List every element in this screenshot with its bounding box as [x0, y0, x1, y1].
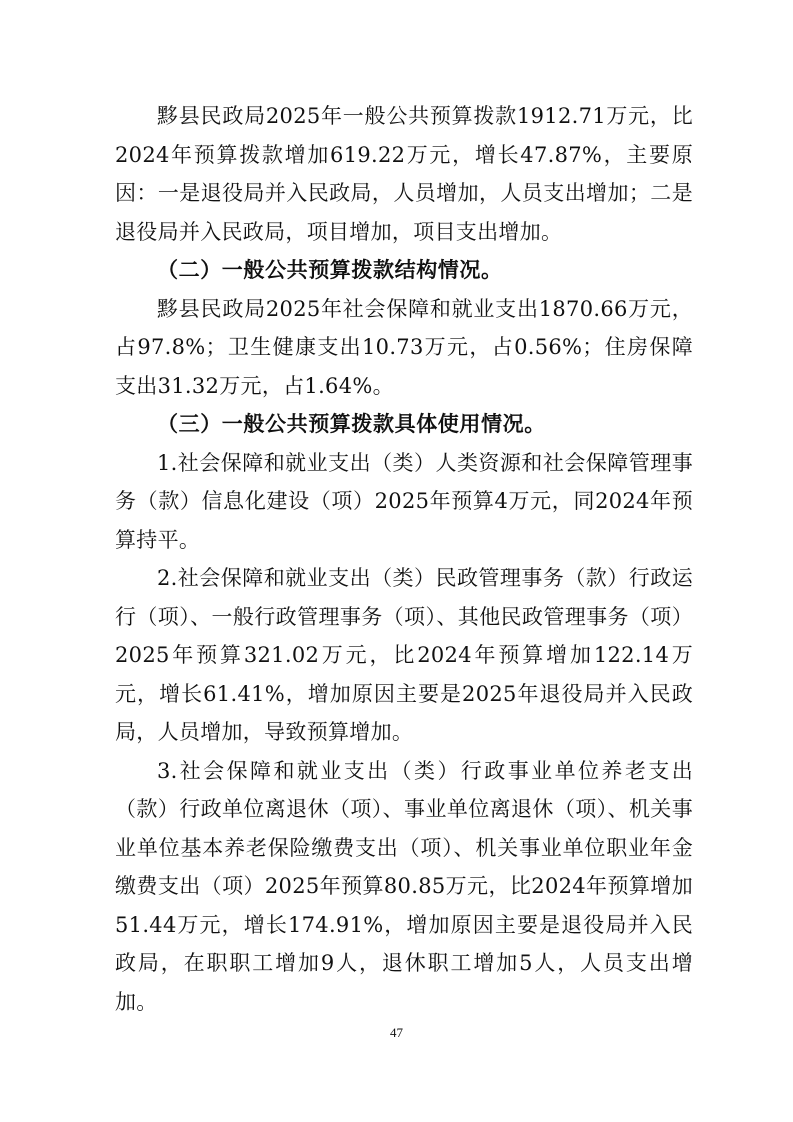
paragraph-item-3: 3.社会保障和就业支出（类）行政事业单位养老支出（款）行政单位离退休（项）、事业单位离退休（项）、机关事业单位基本养老保险缴费支出（项）、机关事业单位职业年金缴费支出（项）2025年预算80.85万元，比2024年预算增加51.44万元，增长174.91%，增加原因主要是退役局并入民政局，在职职工增加9人，退休职工增加5人，人员支出增加。	[115, 758, 693, 1014]
page-content	[115, 97, 693, 1021]
heading-usage: （三）一般公共预算拨款具体使用情况。	[157, 411, 546, 436]
paragraph-item-2: 2.社会保障和就业支出（类）民政管理事务（款）行政运行（项）、一般行政管理事务（项）、其他民政管理事务（项）2025年预算321.02万元，比2024年预算增加122.14万元，增长61.41%，增加原因主要是2025年退役局并入民政局，人员增加，导致预算增加。	[115, 566, 693, 744]
paragraph-item-1: 1.社会保障和就业支出（类）人类资源和社会保障管理事务（款）信息化建设（项）2025年预算4万元，同2024年预算持平。	[115, 450, 693, 552]
paragraph-structure: 黟县民政局2025年社会保障和就业支出1870.66万元，占97.8%；卫生健康支出10.73万元，占0.56%；住房保障支出31.32万元，占1.64%。	[115, 296, 693, 398]
heading-structure: （二）一般公共预算拨款结构情况。	[157, 257, 503, 282]
page-number: 47	[390, 1025, 403, 1040]
paragraph-budget-overview: 黟县民政局2025年一般公共预算拨款1912.71万元，比2024年预算拨款增加619.22万元，增长47.87%，主要原因：一是退役局并入民政局，人员增加，人员支出增加；二是退役局并入民政局，项目增加，项目支出增加。	[115, 104, 693, 244]
